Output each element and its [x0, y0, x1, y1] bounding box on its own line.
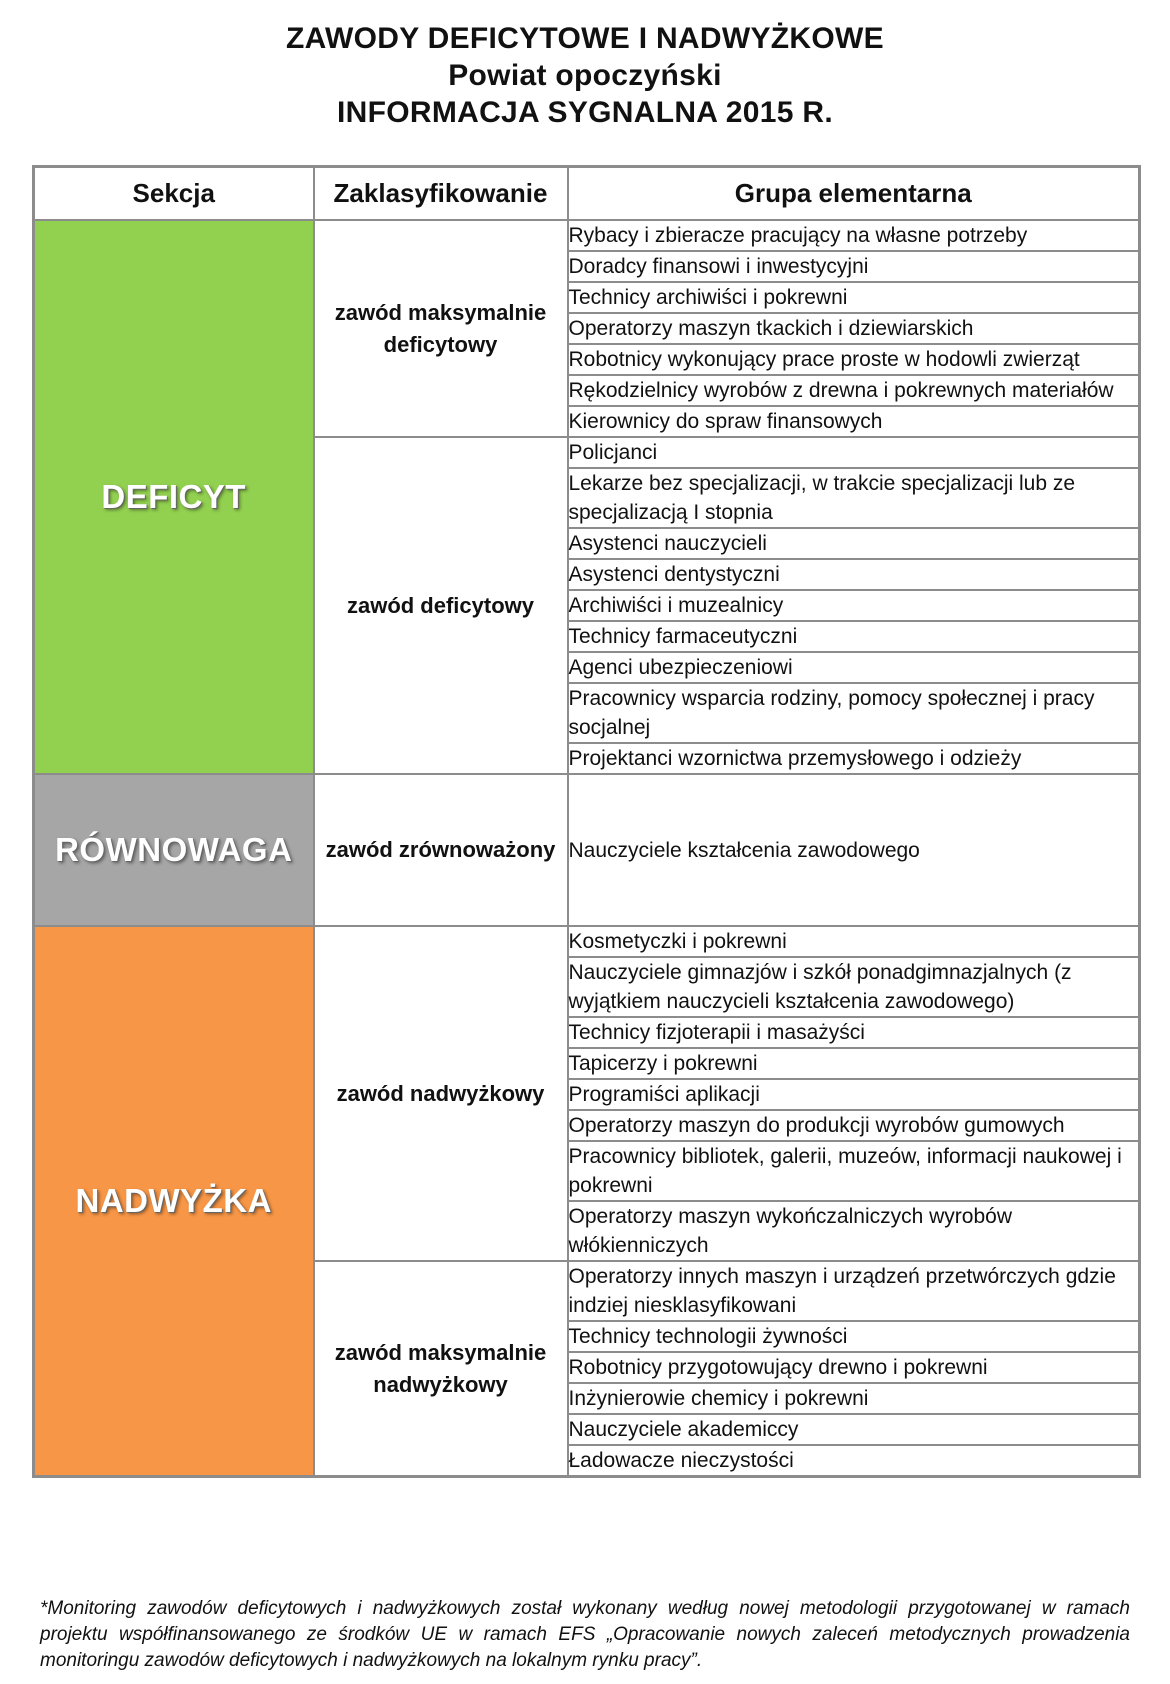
group-cell: Robotnicy wykonujący prace proste w hodowli zwierząt — [568, 344, 1140, 375]
table-row — [34, 774, 1140, 926]
group-cell: Programiści aplikacji — [568, 1079, 1140, 1110]
group-cell: Operatorzy innych maszyn i urządzeń przetwórczych gdzie indziej niesklasyfikowani — [568, 1261, 1140, 1321]
group-cell: Operatorzy maszyn wykończalniczych wyrobów włókienniczych — [568, 1201, 1140, 1261]
group-cell: Pracownicy bibliotek, galerii, muzeów, informacji naukowej i pokrewni — [568, 1141, 1140, 1201]
group-cell: Archiwiści i muzealnicy — [568, 590, 1140, 621]
group-cell: Technicy archiwiści i pokrewni — [568, 282, 1140, 313]
header-section: Sekcja — [34, 167, 314, 221]
group-cell: Rękodzielnicy wyrobów z drewna i pokrewnych materiałów — [568, 375, 1140, 406]
group-cell: Asystenci dentystyczni — [568, 559, 1140, 590]
header-group: Grupa elementarna — [568, 167, 1140, 221]
group-cell: Projektanci wzornictwa przemysłowego i odzieży — [568, 743, 1140, 774]
classification-balanced: zawód zrównoważony — [314, 774, 568, 926]
methodology-footnote: *Monitoring zawodów deficytowych i nadwyżkowych został wykonany według nowej metodologii przygotowanej w ramach projektu współfinansowanego ze środków UE w ramach EFS „Opracowanie nowych zaleceń metodycznych prowadzenia monitoringu zawodów deficytowych i nadwyżkowych na lokalnym rynku pracy”. — [40, 1598, 1130, 1671]
group-cell: Lekarze bez specjalizacji, w trakcie specjalizacji lub ze specjalizacją I stopnia — [568, 468, 1140, 528]
group-cell: Agenci ubezpieczeniowi — [568, 652, 1140, 683]
group-cell: Rybacy i zbieracze pracujący na własne potrzeby — [568, 220, 1140, 251]
group-cell: Nauczyciele gimnazjów i szkół ponadgimnazjalnych (z wyjątkiem nauczycieli kształcenia zawodowego) — [568, 957, 1140, 1017]
group-cell: Ładowacze nieczystości — [568, 1445, 1140, 1477]
group-cell: Asystenci nauczycieli — [568, 528, 1140, 559]
table-row — [34, 926, 1140, 957]
title-line-1: ZAWODY DEFICYTOWE I NADWYŻKOWE — [286, 22, 884, 55]
group-cell: Nauczyciele akademiccy — [568, 1414, 1140, 1445]
group-cell: Technicy technologii żywności — [568, 1321, 1140, 1352]
section-rownowaga: RÓWNOWAGA — [34, 774, 314, 926]
header-row — [34, 167, 1140, 221]
group-cell: Nauczyciele kształcenia zawodowego — [568, 774, 1140, 926]
group-cell: Technicy farmaceutyczni — [568, 621, 1140, 652]
occupations-table — [32, 165, 1141, 1478]
group-cell: Inżynierowie chemicy i pokrewni — [568, 1383, 1140, 1414]
group-cell: Kosmetyczki i pokrewni — [568, 926, 1140, 957]
group-cell: Pracownicy wsparcia rodziny, pomocy społecznej i pracy socjalnej — [568, 683, 1140, 743]
classification-max-deficit: zawód maksymalnie deficytowy — [314, 220, 568, 437]
group-cell: Robotnicy przygotowujący drewno i pokrewni — [568, 1352, 1140, 1383]
section-deficyt: DEFICYT — [34, 220, 314, 774]
group-cell: Operatorzy maszyn tkackich i dziewiarskich — [568, 313, 1140, 344]
group-cell: Policjanci — [568, 437, 1140, 468]
group-cell: Kierownicy do spraw finansowych — [568, 406, 1140, 437]
table-row — [34, 220, 1140, 251]
section-nadwyzka: NADWYŻKA — [34, 926, 314, 1477]
classification-surplus: zawód nadwyżkowy — [314, 926, 568, 1261]
header-classification: Zaklasyfikowanie — [314, 167, 568, 221]
group-cell: Technicy fizjoterapii i masażyści — [568, 1017, 1140, 1048]
title-line-2: Powiat opoczyński — [448, 59, 722, 92]
group-cell: Doradcy finansowi i inwestycyjni — [568, 251, 1140, 282]
classification-deficit: zawód deficytowy — [314, 437, 568, 774]
document-title — [0, 20, 1170, 131]
group-cell: Tapicerzy i pokrewni — [568, 1048, 1140, 1079]
classification-max-surplus: zawód maksymalnie nadwyżkowy — [314, 1261, 568, 1477]
group-cell: Operatorzy maszyn do produkcji wyrobów gumowych — [568, 1110, 1140, 1141]
title-line-3: INFORMACJA SYGNALNA 2015 R. — [337, 96, 833, 129]
